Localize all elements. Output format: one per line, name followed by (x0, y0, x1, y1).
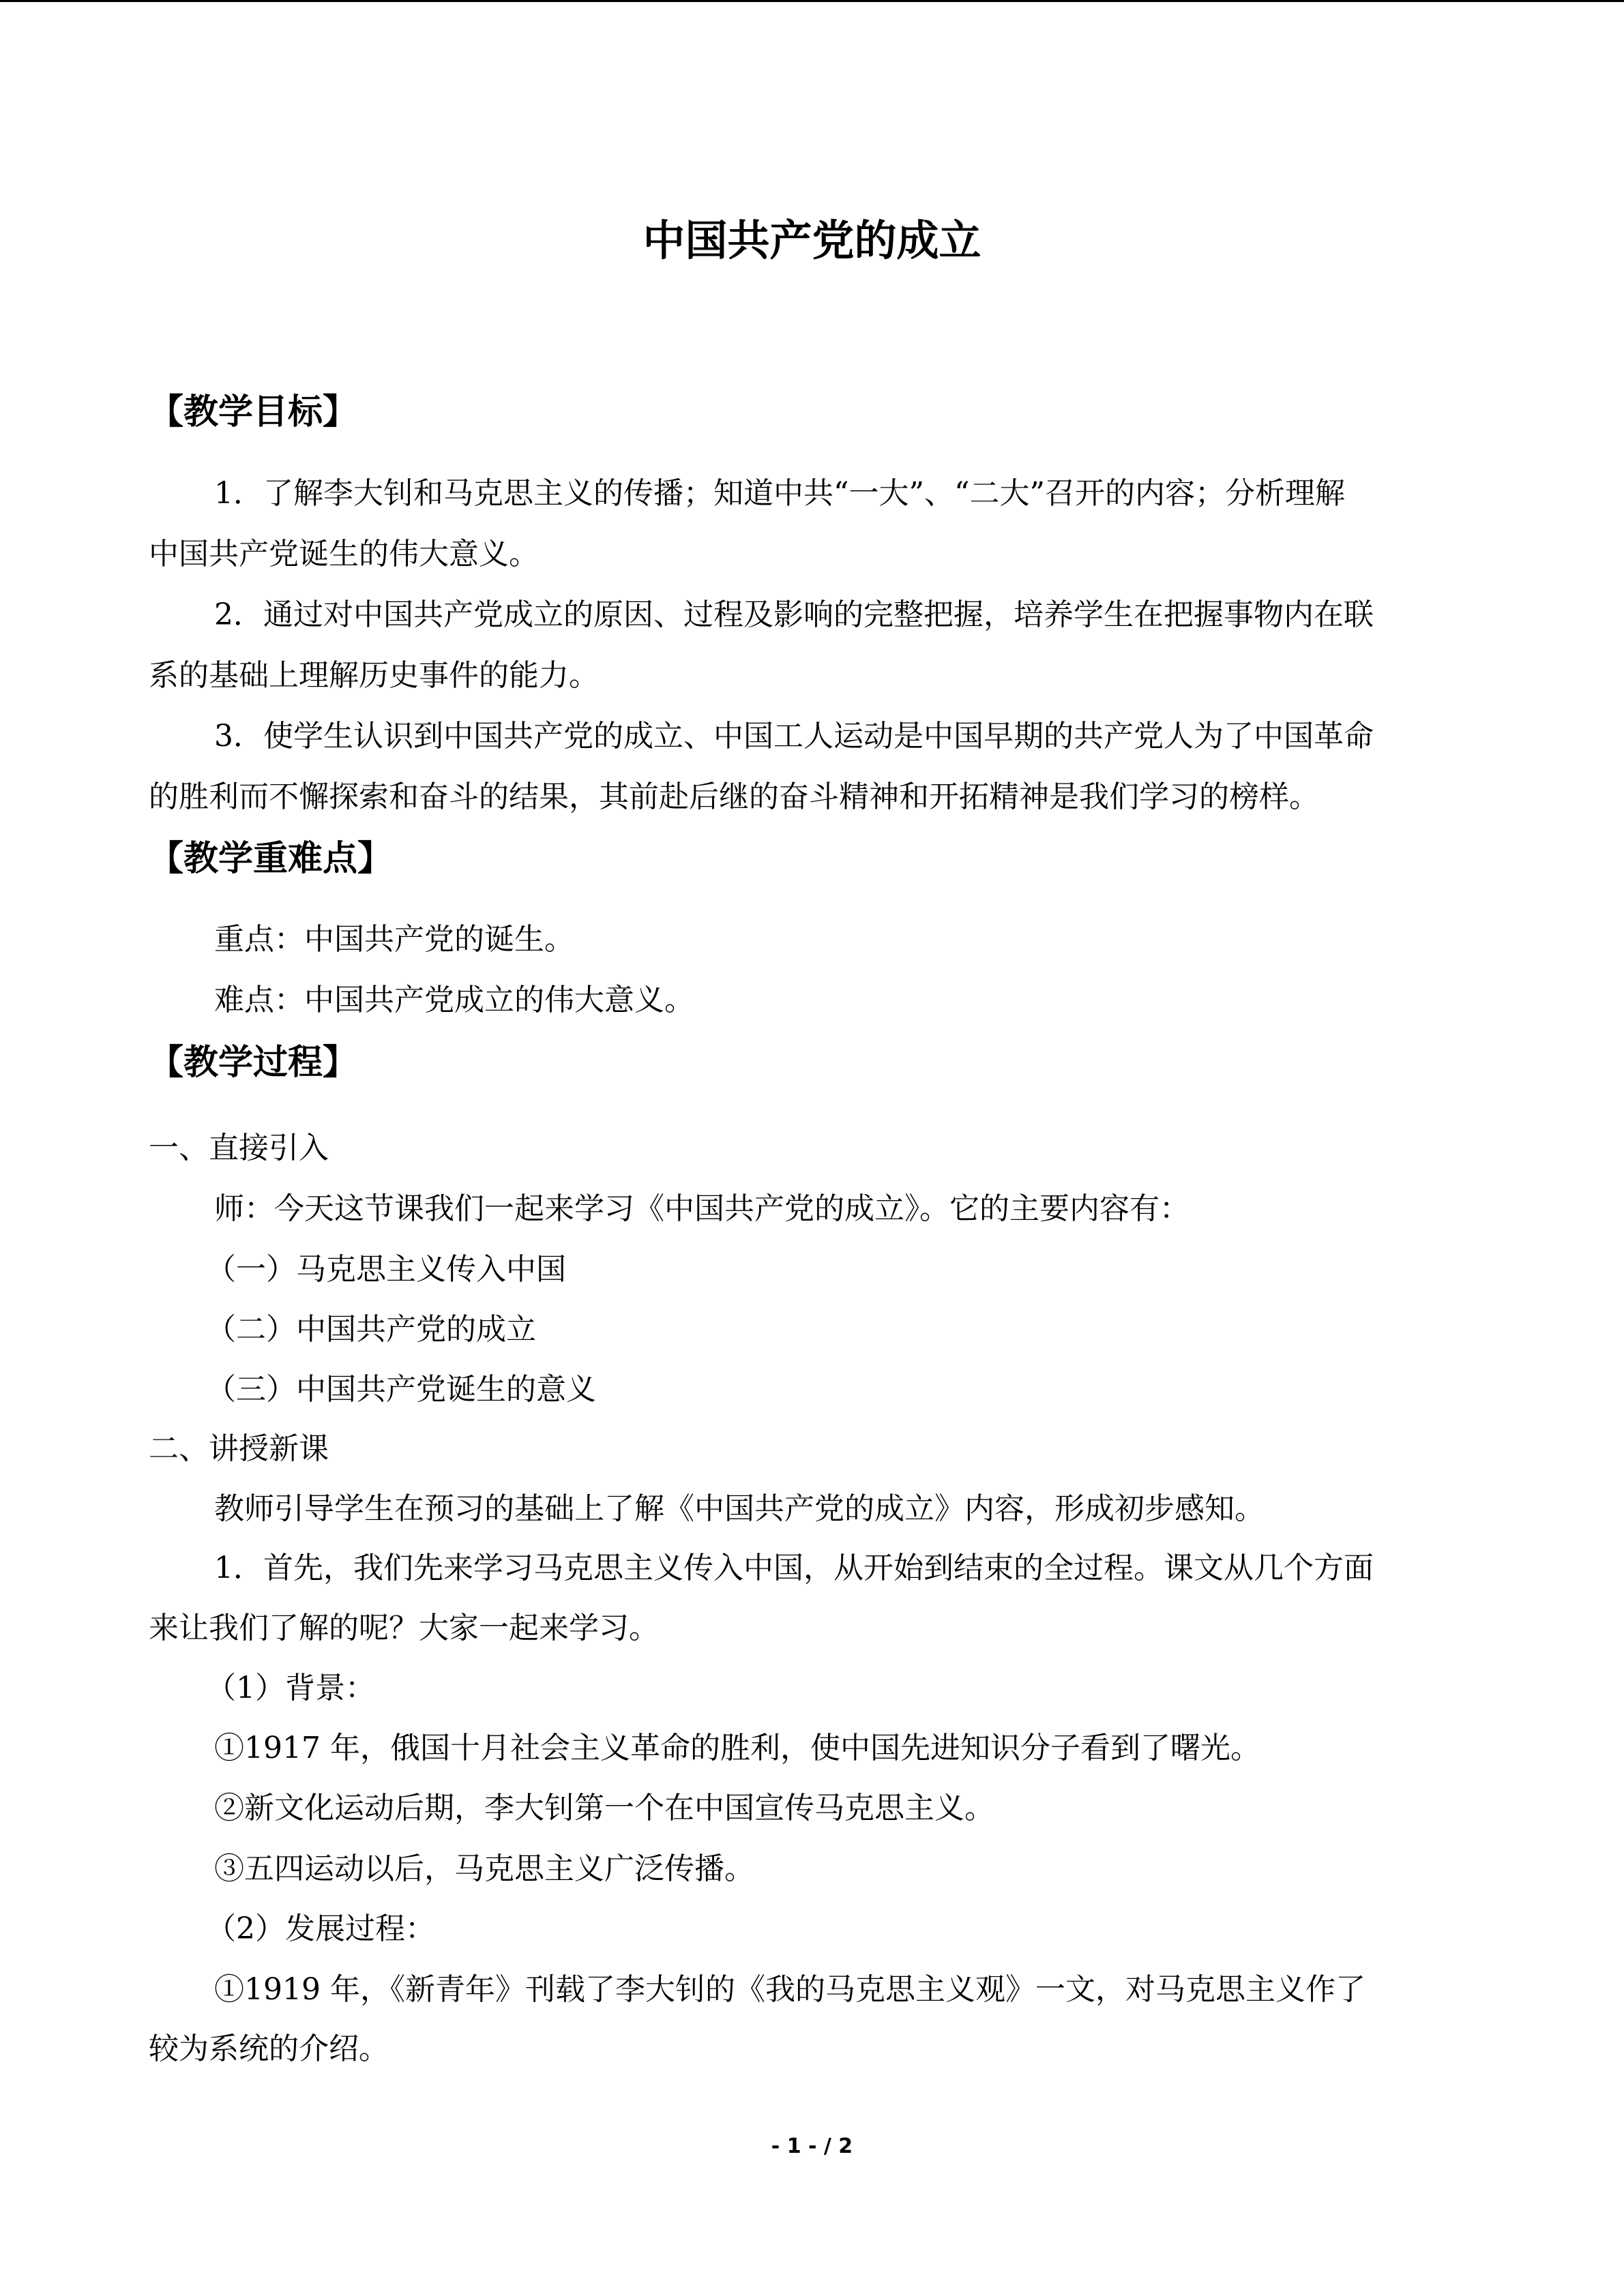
process-line: ②新文化运动后期，李大钊第一个在中国宣传马克思主义。 (214, 1791, 994, 1825)
process-heading: 【教学过程】 (149, 1043, 358, 1083)
process-line: 教师引导学生在预习的基础上了解《中国共产党的成立》内容，形成初步感知。 (214, 1491, 1265, 1526)
process-line: 来让我们了解的呢？大家一起来学习。 (149, 1611, 659, 1645)
top-border-rule (0, 0, 1624, 2)
process-section-title: 一、直接引入 (149, 1131, 329, 1165)
objectives-heading: 【教学目标】 (149, 392, 358, 432)
process-line: ①1917 年，俄国十月社会主义革命的胜利，使中国先进知识分子看到了曙光。 (214, 1731, 1260, 1765)
process-line: 1．首先，我们先来学习马克思主义传入中国，从开始到结束的全过程。课文从几个方面 (214, 1551, 1374, 1585)
difficulty-line: 难点：中国共产党成立的伟大意义。 (214, 983, 694, 1017)
outline-item: （一）马克思主义传入中国 (206, 1252, 566, 1287)
document-title: 中国共产党的成立 (643, 215, 981, 265)
key-points-heading: 【教学重难点】 (149, 839, 393, 879)
page-number: - 1 - / 2 (771, 2134, 853, 2158)
objectives-line: 1．了解李大钊和马克思主义的传播；知道中共“一大”、“二大”召开的内容；分析理解 (214, 476, 1345, 511)
process-subheading: （1）背景： (206, 1671, 375, 1705)
objectives-line: 3．使学生认识到中国共产党的成立、中国工人运动是中国早期的共产党人为了中国革命 (214, 719, 1374, 754)
process-line: 师：今天这节课我们一起来学习《中国共产党的成立》。它的主要内容有： (214, 1191, 1190, 1226)
process-line: ③五四运动以后，马克思主义广泛传播。 (214, 1851, 754, 1886)
objectives-line: 的胜利而不懈探索和奋斗的结果，其前赴后继的奋斗精神和开拓精神是我们学习的榜样。 (149, 779, 1319, 814)
outline-item: （三）中国共产党诞生的意义 (206, 1372, 596, 1407)
process-section-title: 二、讲授新课 (149, 1431, 329, 1466)
objectives-line: 系的基础上理解历史事件的能力。 (149, 658, 599, 693)
key-point-line: 重点：中国共产党的诞生。 (214, 922, 574, 957)
process-subheading: （2）发展过程： (206, 1911, 435, 1946)
process-line: ①1919 年，《新青年》刊载了李大钊的《我的马克思主义观》一文，对马克思主义作了 (214, 1972, 1365, 2007)
outline-item: （二）中国共产党的成立 (206, 1312, 536, 1347)
objectives-line: 2．通过对中国共产党成立的原因、过程及影响的完整把握，培养学生在把握事物内在联 (214, 597, 1374, 632)
process-line: 较为系统的介绍。 (149, 2031, 389, 2066)
objectives-line: 中国共产党诞生的伟大意义。 (149, 537, 539, 571)
